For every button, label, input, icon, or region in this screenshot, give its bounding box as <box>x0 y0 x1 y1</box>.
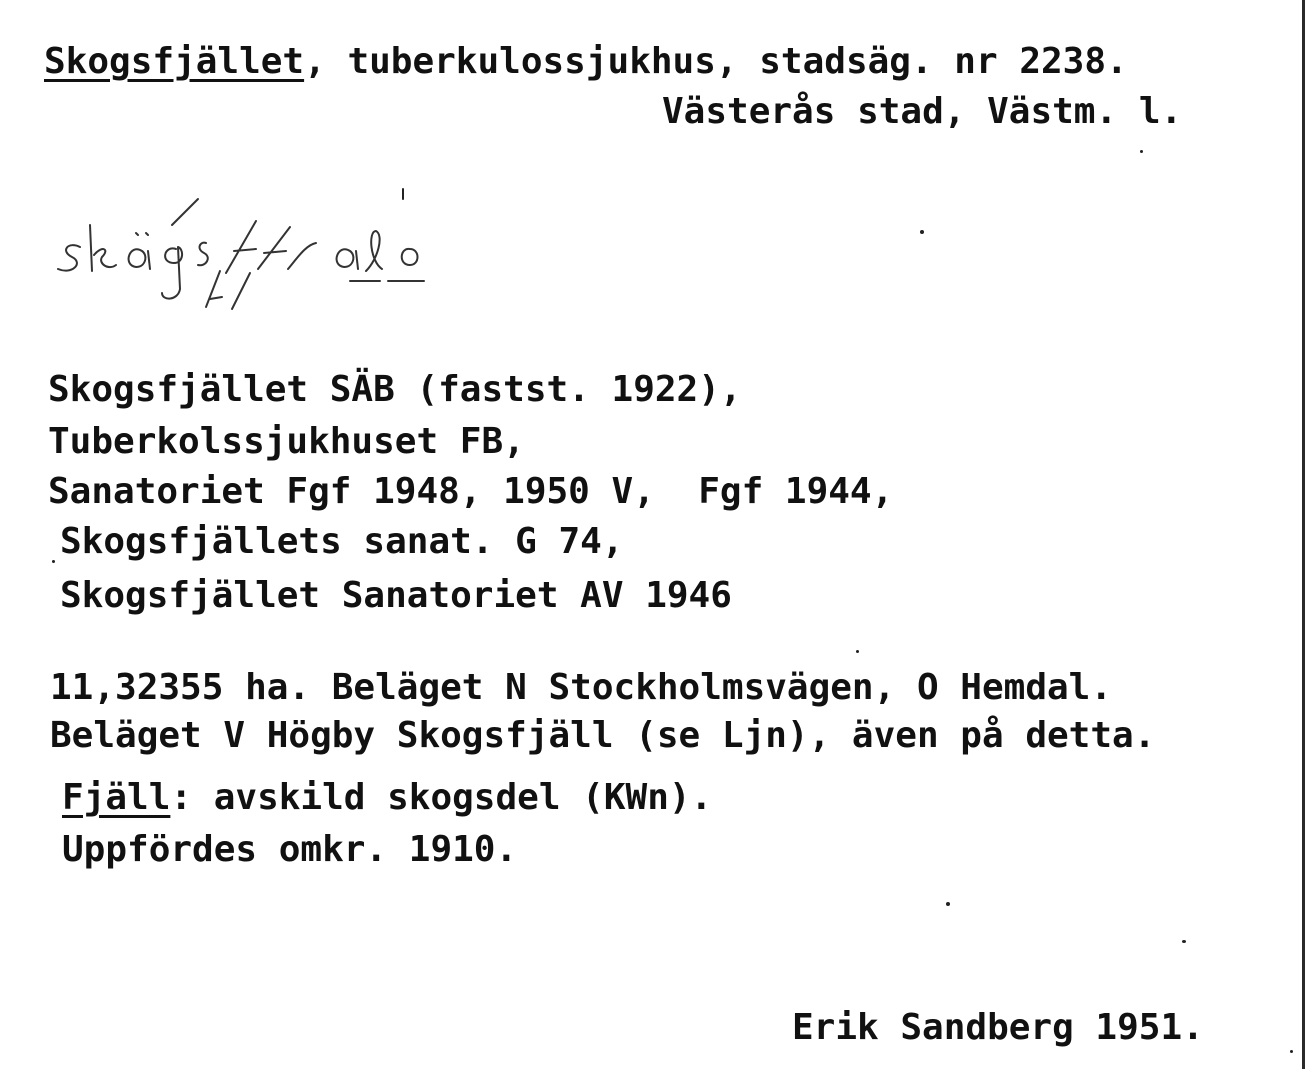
name-record-2: Tuberkolssjukhuset FB, <box>48 421 525 462</box>
card-edge <box>1302 0 1305 1069</box>
name-record-5: Skogsfjället Sanatoriet AV 1946 <box>60 575 732 616</box>
paper-speck <box>1290 1050 1293 1053</box>
place-name-title: Skogsfjället <box>44 41 305 82</box>
header-location: Västerås stad, Västm. l. <box>662 91 1183 132</box>
header-line <box>44 42 1128 82</box>
detail-etymology <box>62 778 712 818</box>
detail-built: Uppfördes omkr. 1910. <box>62 829 518 870</box>
handwritten-note-drawing <box>50 185 490 315</box>
paper-speck <box>52 560 55 563</box>
paper-speck <box>946 902 950 906</box>
paper-speck <box>1140 150 1143 153</box>
paper-speck <box>402 188 404 200</box>
paper-speck <box>1182 940 1186 943</box>
header-description: , tuberkulossjukhus, stadsäg. nr 2238. <box>304 41 1128 82</box>
etymology-term: Fjäll <box>62 777 171 818</box>
name-record-1: Skogsfjället SÄB (fastst. 1922), <box>48 369 742 410</box>
paper-speck <box>856 650 859 653</box>
handwritten-note <box>50 185 490 315</box>
name-record-4: Skogsfjällets sanat. G 74, <box>60 521 624 562</box>
detail-area-location: 11,32355 ha. Beläget N Stockholmsvägen, O Hemdal. <box>50 667 1113 708</box>
paper-speck <box>920 230 924 234</box>
name-record-3: Sanatoriet Fgf 1948, 1950 V, Fgf 1944, <box>48 471 894 512</box>
detail-neighbour: Beläget V Högby Skogsfjäll (se Ljn), även på detta. <box>50 715 1156 756</box>
signature: Erik Sandberg 1951. <box>792 1007 1204 1048</box>
etymology-explanation: : avskild skogsdel (KWn). <box>170 777 713 818</box>
